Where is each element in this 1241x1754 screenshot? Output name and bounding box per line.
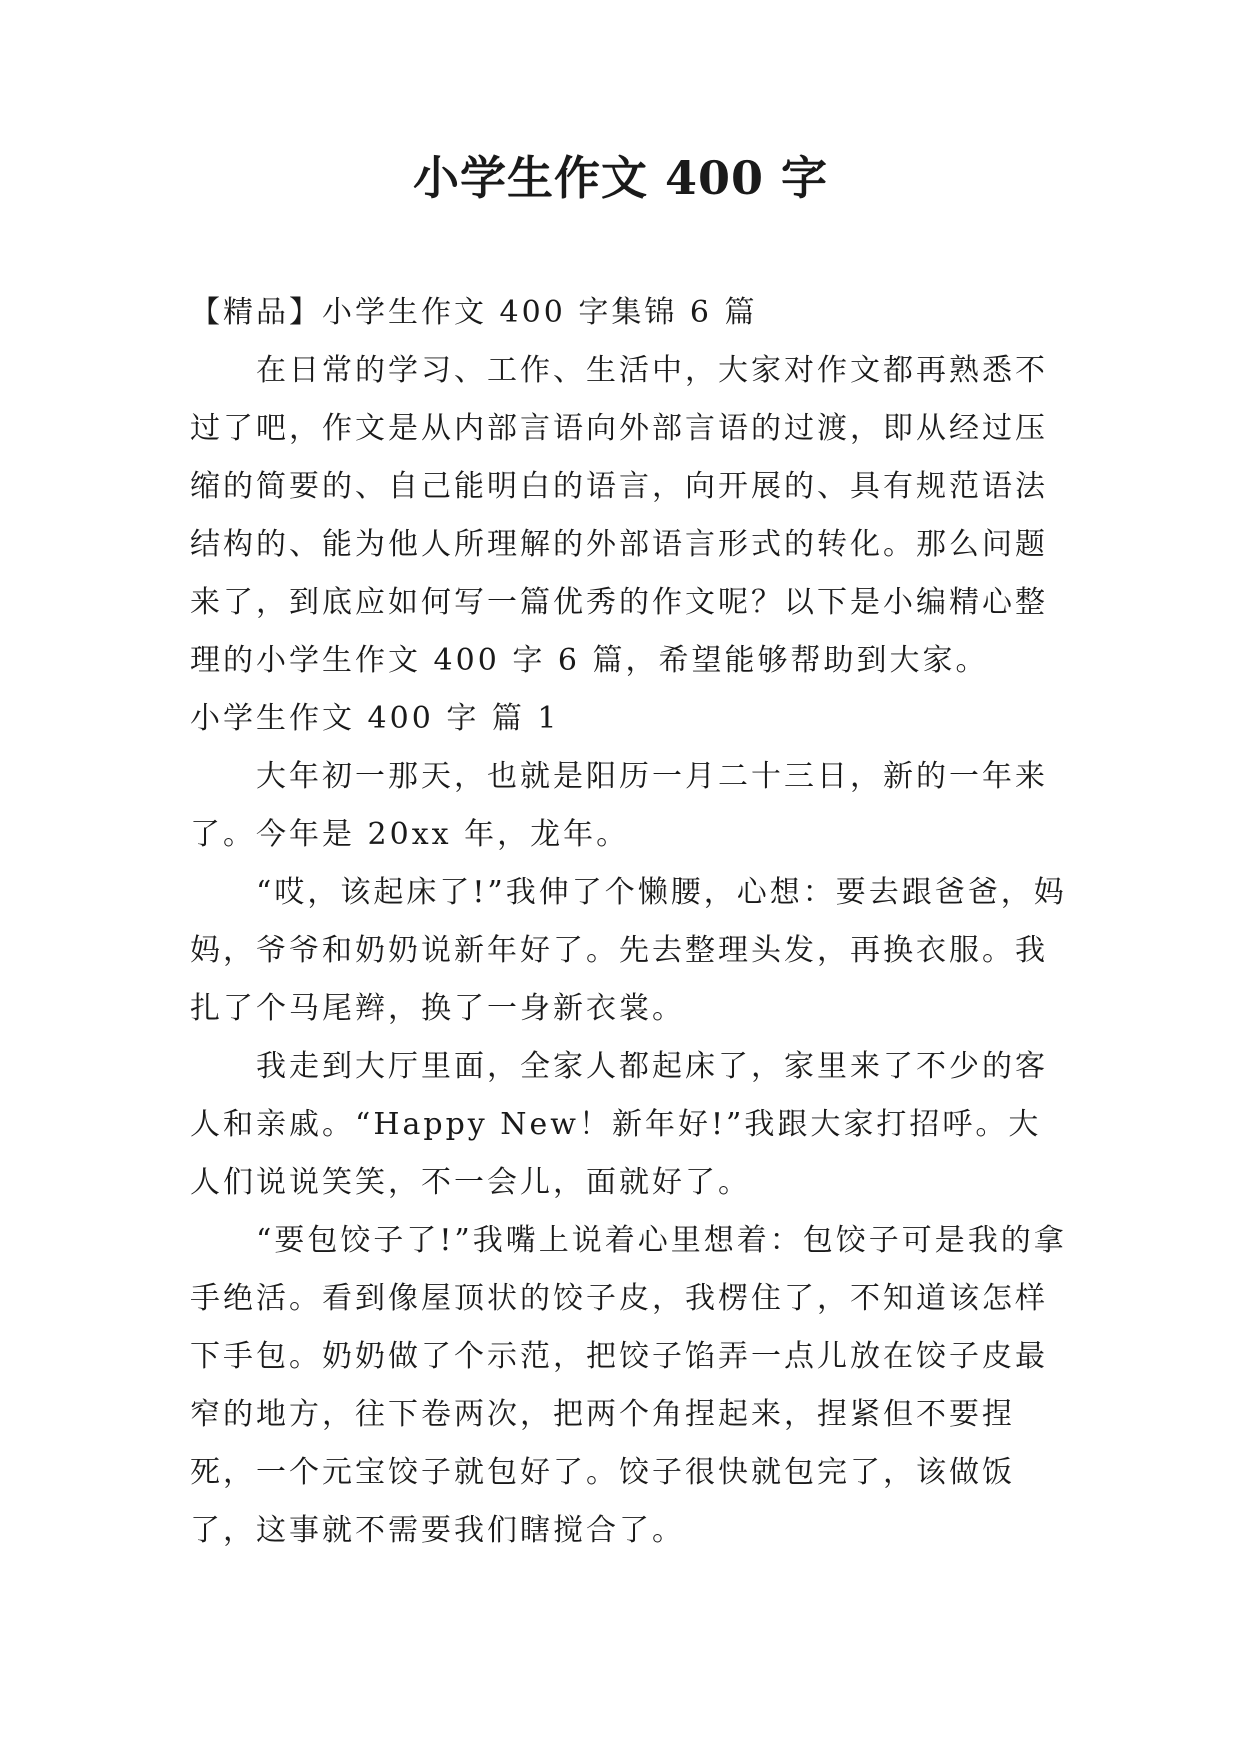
document-body <box>190 284 1070 1560</box>
body-paragraph-4: “要包饺子了!”我嘴上说着心里想着：包饺子可是我的拿手绝活。看到像屋顶状的饺子皮，我楞住了，不知道该怎样下手包。奶奶做了个示范，把饺子馅弄一点儿放在饺子皮最窄的地方，往下卷两次，把两个角捏起来，捏紧但不要捏死，一个元宝饺子就包好了。饺子很快就包完了，该做饭了，这事就不需要我们瞎搅合了。 <box>190 1223 1067 1548</box>
body-paragraph-2: “哎，该起床了!”我伸了个懒腰，心想：要去跟爸爸，妈妈，爷爷和奶奶说新年好了。先去整理头发，再换衣服。我扎了个马尾辫，换了一身新衣裳。 <box>190 875 1067 1026</box>
intro-paragraph: 在日常的学习、工作、生活中，大家对作文都再熟悉不过了吧，作文是从内部言语向外部言语的过渡，即从经过压缩的简要的、自己能明白的语言，向开展的、具有规范语法结构的、能为他人所理解的外部语言形式的转化。那么问题来了，到底应如何写一篇优秀的作文呢？以下是小编精心整理的小学生作文 400 字 6 篇，希望能够帮助到大家。 <box>190 353 1048 678</box>
section-heading: 小学生作文 400 字 篇 1 <box>190 701 560 736</box>
collection-subtitle: 【精品】小学生作文 400 字集锦 6 篇 <box>190 295 758 330</box>
body-paragraph-3: 我走到大厅里面，全家人都起床了，家里来了不少的客人和亲戚。“Happy New！新年好!”我跟大家打招呼。大人们说说笑笑，不一会儿，面就好了。 <box>190 1049 1048 1200</box>
document-title: 小学生作文 400 字 <box>412 151 829 205</box>
body-paragraph-1: 大年初一那天，也就是阳历一月二十三日，新的一年来了。今年是 20xx 年，龙年。 <box>190 759 1048 852</box>
